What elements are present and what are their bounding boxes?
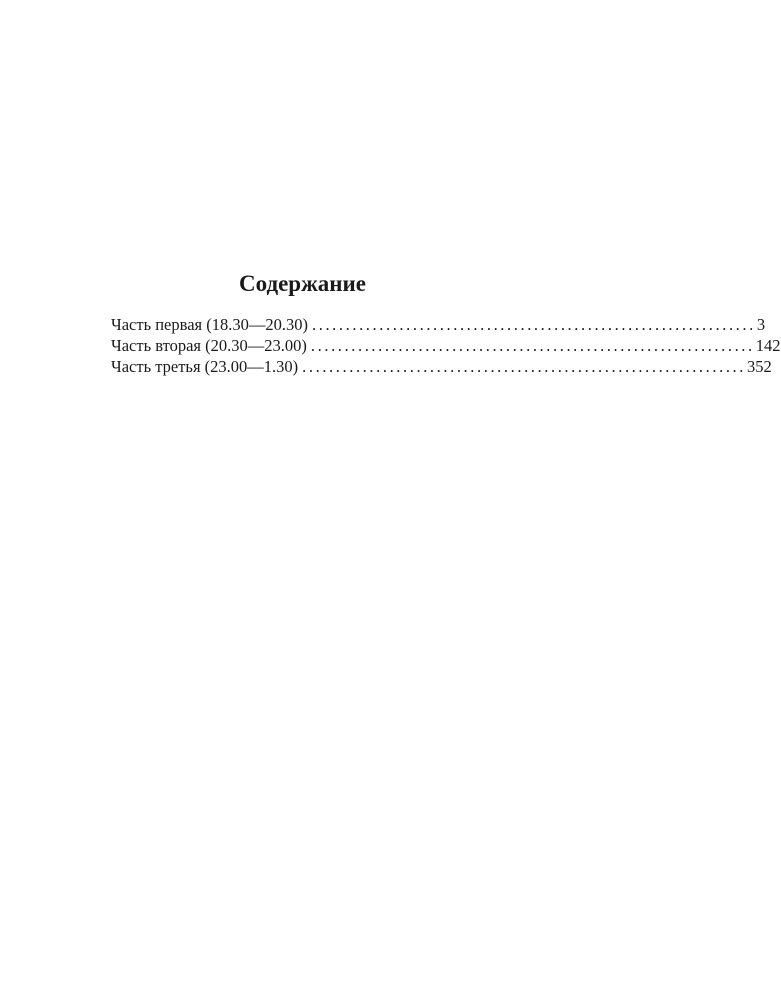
toc-entry-page-number: 142 <box>755 336 781 355</box>
toc-dot-leader: .................................................................. <box>302 357 747 376</box>
toc-entry-part-1 <box>111 314 766 335</box>
toc-entry-page-number: 3 <box>756 315 766 334</box>
toc-entry-label: Часть третья (23.00—1.30) <box>111 357 299 376</box>
page-title: Содержание <box>239 271 366 296</box>
toc-entry-label: Часть первая (18.30—20.30) <box>111 315 308 334</box>
toc-entry-part-3 <box>111 356 772 377</box>
table-of-contents <box>111 314 781 377</box>
toc-dot-leader: .................................................................. <box>312 315 756 334</box>
toc-entry-label: Часть вторая (20.30—23.00) <box>111 336 307 355</box>
toc-entry-part-2 <box>111 335 781 356</box>
toc-entry-page-number: 352 <box>747 357 772 376</box>
toc-dot-leader: .................................................................. <box>310 336 755 355</box>
